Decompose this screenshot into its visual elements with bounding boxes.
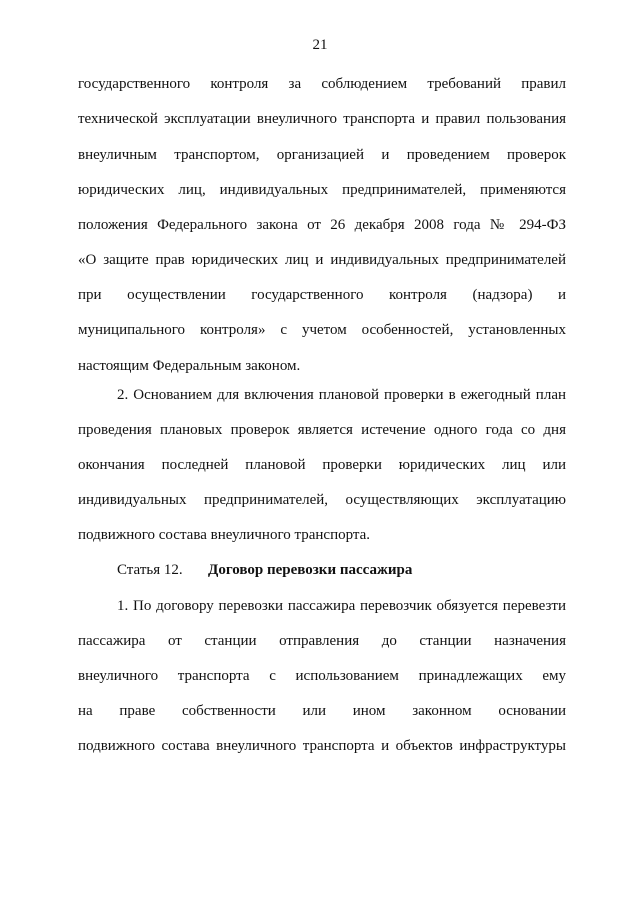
article-title: Договор перевозки пассажира <box>208 562 413 578</box>
paragraph-first-line: 2. Основанием для включения плановой проверки в ежегодный план <box>117 387 566 403</box>
text-line: подвижного состава внеуличного транспорта. <box>78 527 371 543</box>
text-line: проведения плановых проверок является истечение одного года со дня <box>78 422 566 438</box>
text-line: муниципального контроля» с учетом особенностей, установленных <box>78 322 566 338</box>
article-heading <box>117 561 412 579</box>
text-line: на праве собственности или ином законном основании <box>78 703 566 719</box>
text-line: положения Федерального закона от 26 декабря 2008 года № 294-ФЗ <box>78 217 566 233</box>
text-line: индивидуальных предпринимателей, осуществляющих эксплуатацию <box>78 492 566 508</box>
text-line: технической эксплуатации внеуличного транспорта и правил пользования <box>78 111 566 127</box>
text-line: настоящим Федеральным законом. <box>78 358 301 374</box>
text-line: при осуществлении государственного контроля (надзора) и <box>78 287 566 303</box>
text-line: окончания последней плановой проверки юридических лиц или <box>78 457 566 473</box>
page-number: 21 <box>312 37 328 53</box>
text-line: государственного контроля за соблюдением требований правил <box>78 76 566 92</box>
paragraph-first-line: 1. По договору перевозки пассажира перевозчик обязуется перевезти <box>117 598 566 614</box>
text-line: внеуличного транспорта с использованием принадлежащих ему <box>78 668 566 684</box>
text-line: юридических лиц, индивидуальных предпринимателей, применяются <box>78 182 566 198</box>
article-number: Статья 12. <box>117 562 183 578</box>
text-line: пассажира от станции отправления до станции назначения <box>78 633 566 649</box>
text-line: «О защите прав юридических лиц и индивидуальных предпринимателей <box>78 252 566 268</box>
text-line: внеуличным транспортом, организацией и проведением проверок <box>78 147 566 163</box>
text-line: подвижного состава внеуличного транспорта и объектов инфраструктуры <box>78 738 566 754</box>
